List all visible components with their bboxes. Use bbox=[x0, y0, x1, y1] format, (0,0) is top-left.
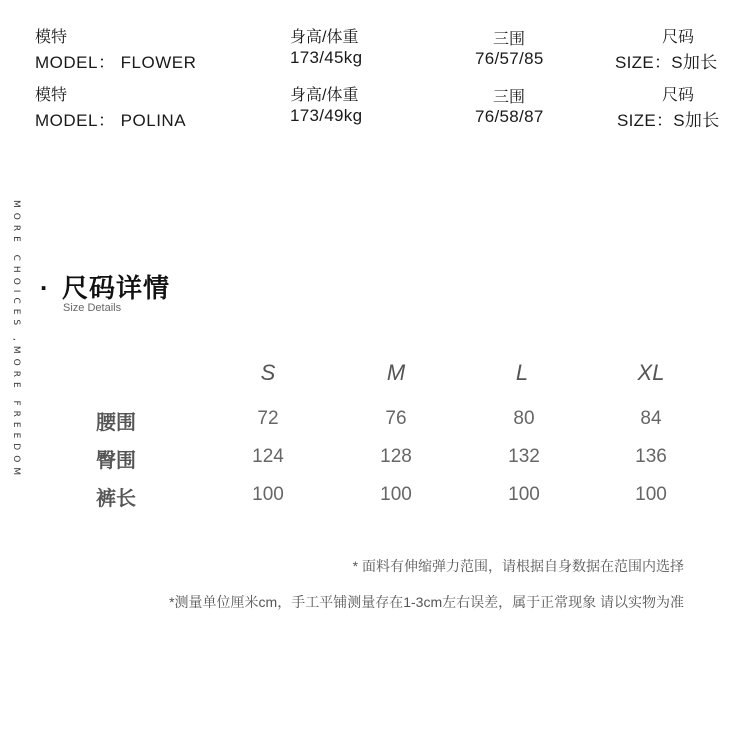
side-slogan: MORE CHOICES ,MORE FREEDOM bbox=[11, 200, 21, 481]
table-cell: 128 bbox=[380, 446, 412, 467]
table-cell: 100 bbox=[252, 484, 284, 505]
row-label-waist: 腰围 bbox=[96, 412, 136, 434]
column-header-m: M bbox=[386, 360, 406, 385]
model-2-name: MODEL： POLINA bbox=[35, 111, 187, 130]
table-cell: 100 bbox=[380, 484, 412, 505]
table-cell: 136 bbox=[635, 446, 667, 467]
table-cell: 76 bbox=[385, 408, 407, 429]
row-label-hip: 臀围 bbox=[96, 450, 136, 472]
model-1-hw-value: 173/45kg bbox=[290, 48, 363, 67]
model-2-bust-label: 三围 bbox=[493, 89, 526, 106]
table-cell: 132 bbox=[508, 446, 540, 467]
table-cell: 84 bbox=[640, 408, 662, 429]
table-cell: 124 bbox=[252, 446, 284, 467]
table-cell: 80 bbox=[513, 408, 535, 429]
model-2-bust-value: 76/58/87 bbox=[475, 107, 544, 126]
model-1-label: 模特 bbox=[35, 29, 68, 46]
table-cell: 100 bbox=[635, 484, 667, 505]
model-2-label: 模特 bbox=[35, 87, 68, 104]
column-header-s: S bbox=[260, 360, 276, 385]
note-measurement: *测量单位厘米cm，手工平铺测量存在1-3cm左右误差，属于正常现象 请以实物为准 bbox=[169, 594, 684, 610]
section-subtitle: Size Details bbox=[63, 302, 122, 314]
table-cell: 100 bbox=[508, 484, 540, 505]
model-1-bust-value: 76/57/85 bbox=[475, 49, 544, 68]
model-1-size-label: 尺码 bbox=[662, 29, 695, 46]
column-header-xl: XL bbox=[637, 360, 665, 385]
model-1-size-value: SIZE：S加长 bbox=[615, 53, 718, 72]
model-2-size-value: SIZE：S加长 bbox=[617, 111, 720, 130]
section-title: 尺码详情 bbox=[62, 273, 171, 303]
model-2-size-label: 尺码 bbox=[662, 87, 695, 104]
row-label-length: 裤长 bbox=[96, 488, 136, 510]
model-1-bust-label: 三围 bbox=[493, 31, 526, 48]
note-elasticity: * 面料有伸缩弹力范围，请根据自身数据在范围内选择 bbox=[352, 558, 684, 574]
model-1-hw-label: 身高/体重 bbox=[290, 29, 359, 46]
model-2-hw-label: 身高/体重 bbox=[290, 87, 359, 104]
table-cell: 72 bbox=[257, 408, 279, 429]
model-2-hw-value: 173/49kg bbox=[290, 106, 363, 125]
model-1-name: MODEL： FLOWER bbox=[35, 53, 197, 72]
column-header-l: L bbox=[515, 360, 529, 385]
heading-bullet: . bbox=[40, 266, 48, 296]
